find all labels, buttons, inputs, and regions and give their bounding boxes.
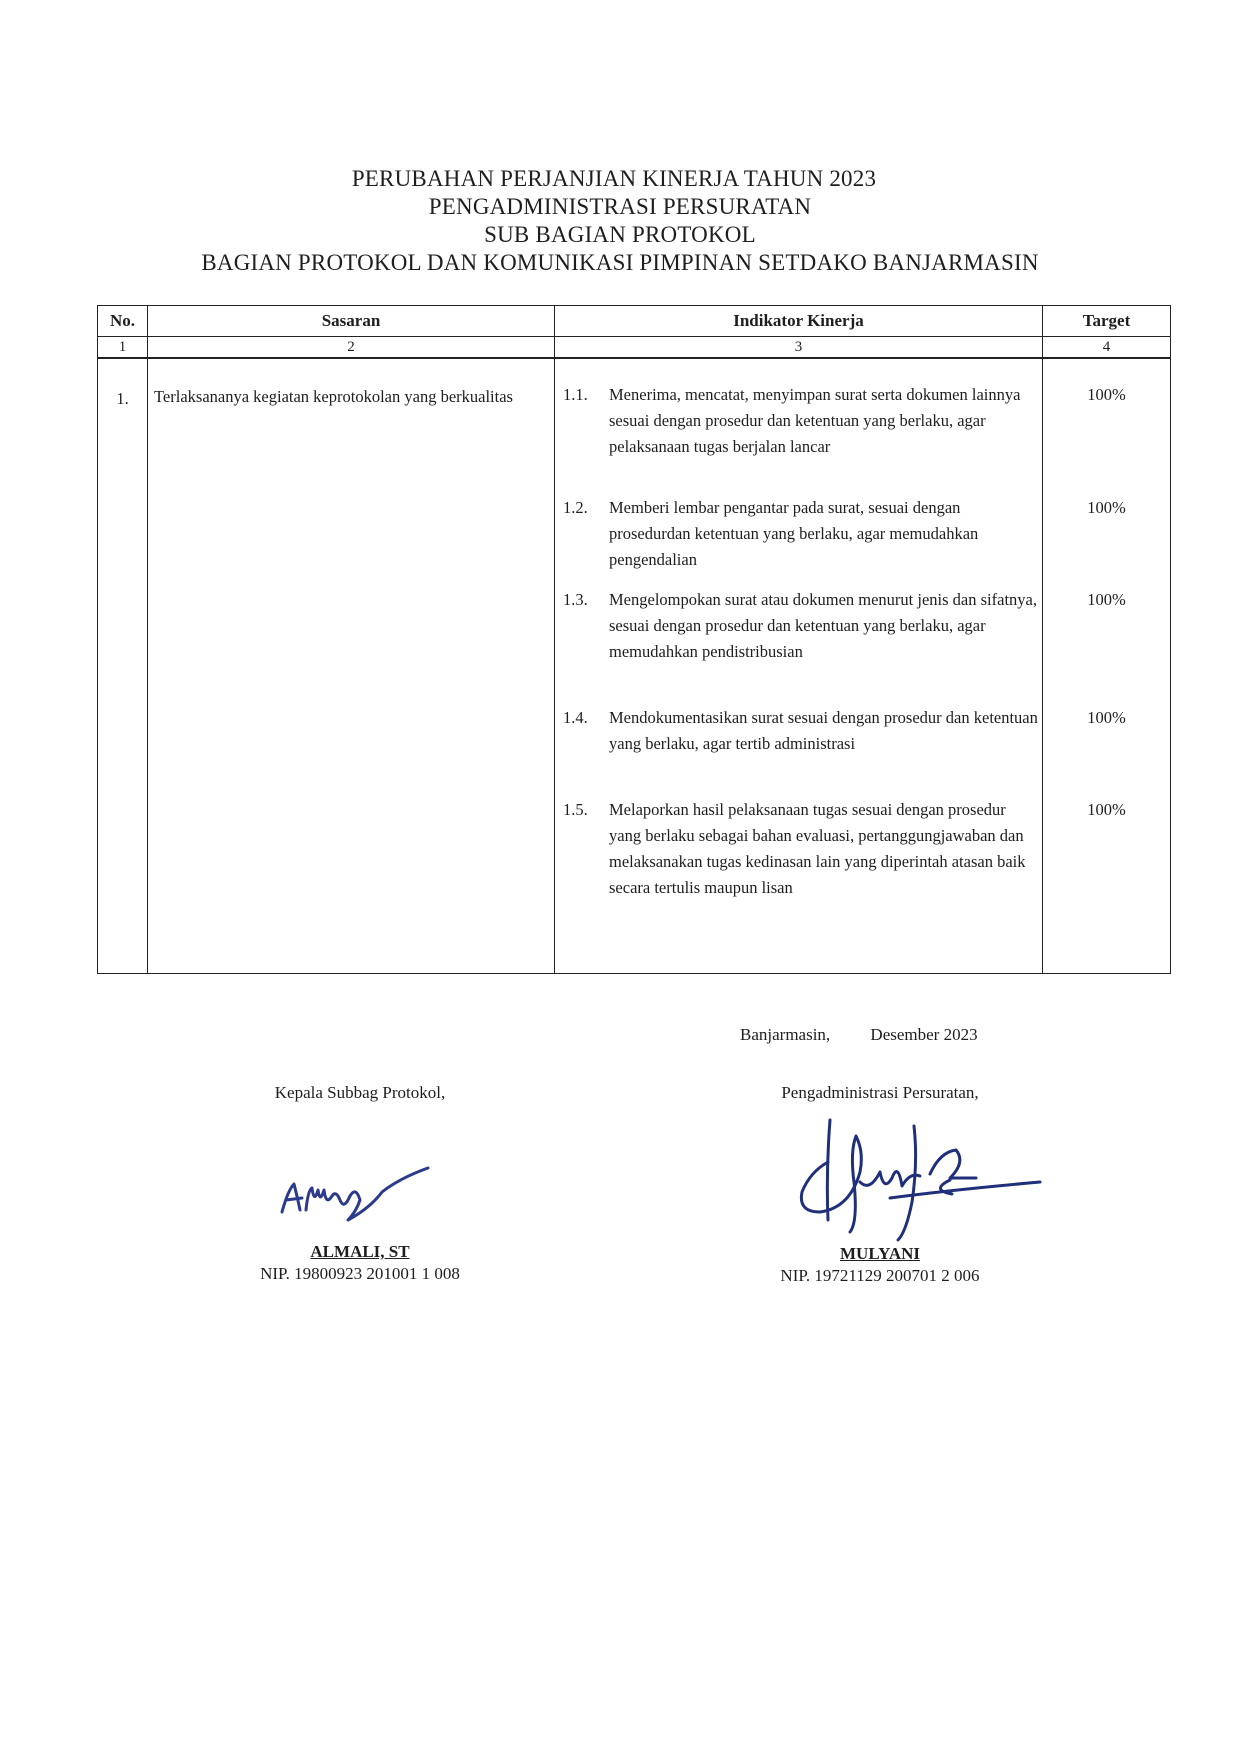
indicator-number: 1.1. <box>563 385 588 404</box>
document-title-block <box>0 165 1240 277</box>
place: Banjarmasin, <box>740 1025 831 1044</box>
target-value: 100% <box>1087 498 1126 517</box>
row-number: 1. <box>98 358 148 974</box>
date: Desember 2023 <box>870 1025 978 1044</box>
target-cell <box>1043 358 1171 974</box>
indicator-item <box>563 705 1038 757</box>
column-number-1: 1 <box>98 337 148 359</box>
title-line-1: PERUBAHAN PERJANJIAN KINERJA TAHUN 2023 <box>351 166 877 191</box>
column-number-4: 4 <box>1043 337 1171 359</box>
indicator-text: Melaporkan hasil pelaksanaan tugas sesuai dengan prosedur yang berlaku sebagai bahan evaluasi, pertanggungjawaban dan melaksanakan tugas kedinasan lain yang diperintah atasan baik secara tertulis maupun lisan <box>609 800 1026 897</box>
signer-role-right: Pengadministrasi Persuratan, <box>781 1083 979 1102</box>
indicator-number: 1.4. <box>563 708 588 727</box>
indicator-item <box>563 495 1038 573</box>
indicator-text: Mengelompokan surat atau dokumen menurut jenis dan sifatnya, sesuai dengan prosedur dan ketentuan yang berlaku, agar memudahkan pendistribusian <box>609 590 1037 661</box>
column-number-2: 2 <box>148 337 555 359</box>
indikator-cell <box>555 358 1043 974</box>
sasaran-text: Terlaksananya kegiatan keprotokolan yang berkualitas <box>148 358 555 974</box>
indicator-text: Menerima, mencatat, menyimpan surat serta dokumen lainnya sesuai dengan prosedur dan ketentuan yang berlaku, agar pelaksanaan tugas berjalan lancar <box>609 385 1021 456</box>
indicator-number: 1.3. <box>563 590 588 609</box>
indicator-text: Memberi lembar pengantar pada surat, sesuai dengan prosedurdan ketentuan yang berlaku, agar memudahkan pengendalian <box>609 498 979 569</box>
header-sasaran: Sasaran <box>148 306 555 337</box>
signature-scribble-left <box>270 1160 440 1230</box>
performance-agreement-table <box>97 305 1171 974</box>
indicator-text: Mendokumentasikan surat sesuai dengan prosedur dan ketentuan yang berlaku, agar tertib administrasi <box>609 708 1038 753</box>
target-value: 100% <box>1087 708 1126 727</box>
title-line-2: PENGADMINISTRASI PERSURATAN <box>428 194 812 219</box>
indicator-number: 1.5. <box>563 800 588 819</box>
indicator-number: 1.2. <box>563 498 588 517</box>
signer-nip-left: NIP. 19800923 201001 1 008 <box>260 1264 460 1283</box>
header-no: No. <box>98 306 148 337</box>
indicator-item <box>563 382 1038 460</box>
title-line-3: SUB BAGIAN PROTOKOL <box>484 222 756 247</box>
column-number-3: 3 <box>555 337 1043 359</box>
place-date <box>740 1025 978 1045</box>
signer-name-right: MULYANI <box>840 1244 920 1263</box>
signer-name-left: ALMALI, ST <box>310 1242 410 1261</box>
target-value: 100% <box>1087 385 1126 404</box>
target-value: 100% <box>1087 590 1126 609</box>
signer-role-left: Kepala Subbag Protokol, <box>274 1083 446 1102</box>
signature-scribble-right <box>780 1112 1050 1262</box>
header-indikator: Indikator Kinerja <box>555 306 1043 337</box>
signer-nip-right: NIP. 19721129 200701 2 006 <box>780 1266 980 1285</box>
title-line-4: BAGIAN PROTOKOL DAN KOMUNIKASI PIMPINAN SETDAKO BANJARMASIN <box>201 250 1039 275</box>
indicator-item <box>563 797 1038 901</box>
target-value: 100% <box>1087 800 1126 819</box>
header-target: Target <box>1043 306 1171 337</box>
indicator-item <box>563 587 1038 665</box>
